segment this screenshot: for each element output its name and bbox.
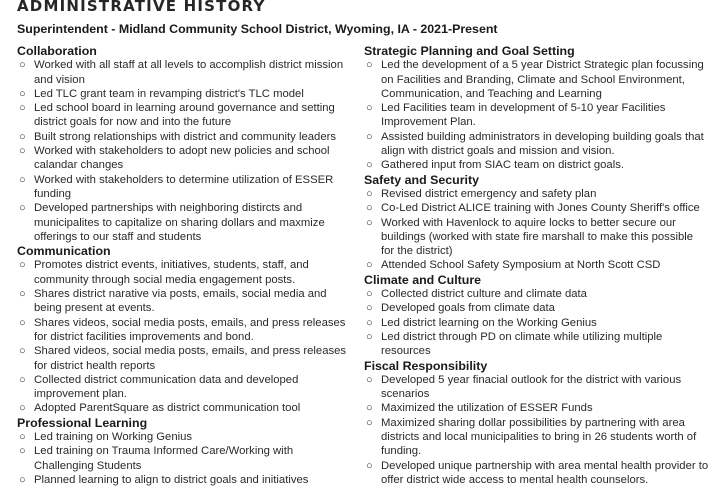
bullet-icon: ○: [19, 59, 26, 72]
list-item: [17, 130, 350, 144]
bullet-icon: ○: [366, 59, 373, 72]
bullet-icon: ○: [366, 102, 373, 115]
section-title: Fiscal Responsibility: [364, 358, 488, 373]
list-item: [364, 58, 709, 101]
bullet-icon: ○: [19, 402, 26, 415]
bullet-icon: ○: [366, 159, 373, 172]
section-strategic-planning-and-goal-setting: [364, 44, 709, 173]
bullet-icon: ○: [19, 130, 26, 143]
list-item: [364, 287, 709, 301]
list-item-text: Developed unique partnership with area mental health provider to offer district wide access to mental health counselors.: [381, 459, 709, 486]
list-item: [364, 130, 709, 159]
list-item-text: Collected district culture and climate data: [381, 288, 587, 301]
list-item: [364, 459, 709, 487]
bullet-icon: ○: [19, 431, 26, 444]
list-item-text: Worked with stakeholders to determine utilization of ESSER funding: [34, 173, 334, 200]
list-item: [17, 344, 350, 373]
list-item-text: Worked with stakeholders to adopt new policies and school calandar changes: [34, 145, 330, 172]
list-item: [364, 258, 709, 272]
section-title: Safety and Security: [364, 172, 480, 187]
list-item-text: Led school board in learning around governance and setting district goals for now and into the future: [34, 102, 335, 129]
bullet-icon: ○: [366, 373, 373, 386]
list-item-text: Maximized the utilization of ESSER Funds: [381, 402, 593, 415]
bullet-icon: ○: [19, 316, 26, 329]
position-title: Superintendent - Midland Community School District, Wyoming, IA - 2021-Present: [17, 22, 498, 36]
list-item: [17, 401, 350, 415]
bullet-list: [17, 258, 350, 415]
bullet-icon: ○: [366, 316, 373, 329]
list-item-text: Led the development of a 5 year District Strategic plan focussing on Facilities and Branding, Climate and School Environment, Communication, and Teaching and Learning: [381, 59, 704, 100]
bullet-icon: ○: [366, 216, 373, 229]
bullet-list: [364, 373, 709, 487]
list-item-text: Assisted building administrators in developing building goals that align with district goals and mission and vision.: [381, 130, 704, 158]
section-collaboration: [17, 44, 350, 244]
list-item: [364, 158, 709, 172]
list-item-text: Gathered input from SIAC team on district goals.: [381, 159, 624, 172]
list-item-text: Shared videos, social media posts, emails, and press releases for district health reports: [34, 345, 347, 372]
bullet-icon: ○: [366, 288, 373, 301]
list-item: [364, 216, 709, 259]
bullet-list: [17, 58, 350, 244]
list-item: [364, 330, 709, 359]
bullet-icon: ○: [19, 445, 26, 458]
section-title: Collaboration: [17, 44, 97, 58]
list-item-text: Shares videos, social media posts, emails, and press releases for district facilities improvements and bond.: [34, 316, 346, 343]
list-item-text: Revised district emergency and safety plan: [381, 187, 597, 200]
right-column: [364, 44, 709, 487]
list-item-text: Built strong relationships with district and community leaders: [34, 130, 337, 143]
list-item-text: Planned learning to align to district goals and initiatives: [34, 473, 309, 486]
list-item: [17, 444, 350, 473]
bullet-icon: ○: [366, 130, 373, 143]
section-heading: ADMINISTRATIVE HISTORY: [17, 0, 266, 15]
list-item: [17, 58, 350, 87]
list-item: [17, 173, 350, 202]
left-column: [17, 44, 350, 487]
bullet-icon: ○: [366, 259, 373, 272]
bullet-icon: ○: [19, 345, 26, 358]
bullet-list: [364, 187, 709, 273]
section-climate-and-culture: [364, 273, 709, 359]
bullet-list: [364, 287, 709, 358]
list-item: [17, 101, 350, 130]
list-item-text: Worked with all staff at all levels to accomplish district mission and vision: [34, 59, 344, 86]
bullet-icon: ○: [366, 330, 373, 343]
list-item-text: Worked with Havenlock to aquire locks to better secure our buildings (worked with state fire marshall to make this possible for the district): [381, 216, 694, 258]
list-item: [17, 144, 350, 173]
list-item-text: Promotes district events, initiatives, students, staff, and community through social media engagement posts.: [34, 259, 309, 286]
list-item-text: Developed goals from climate data: [381, 302, 555, 315]
bullet-icon: ○: [19, 173, 26, 186]
section-title: Strategic Planning and Goal Setting: [364, 44, 575, 58]
bullet-icon: ○: [19, 259, 26, 272]
list-item: [364, 187, 709, 201]
list-item-text: Led district learning on the Working Genius: [381, 316, 597, 329]
list-item: [17, 258, 350, 287]
list-item: [364, 416, 709, 459]
bullet-icon: ○: [366, 416, 373, 429]
list-item: [17, 201, 350, 244]
list-item: [17, 287, 350, 316]
list-item-text: Led TLC grant team in revamping district's TLC model: [34, 87, 304, 100]
list-item-text: Co-Led District ALICE training with Jones County Sheriff's office: [381, 202, 700, 215]
section-title: Professional Learning: [17, 415, 148, 430]
bullet-icon: ○: [19, 373, 26, 386]
list-item: [364, 401, 709, 415]
bullet-icon: ○: [366, 302, 373, 315]
bullet-icon: ○: [19, 87, 26, 100]
bullet-icon: ○: [19, 145, 26, 158]
section-safety-and-security: [364, 173, 709, 273]
section-title: Communication: [17, 244, 111, 259]
list-item: [17, 87, 350, 101]
bullet-icon: ○: [366, 459, 373, 472]
list-item: [364, 316, 709, 330]
bullet-icon: ○: [19, 202, 26, 215]
section-communication: [17, 244, 350, 416]
bullet-icon: ○: [366, 202, 373, 215]
list-item-text: Collected district communication data and developed improvement plan.: [34, 373, 299, 401]
section-fiscal-responsibility: [364, 359, 709, 487]
list-item: [364, 101, 709, 130]
list-item: [17, 430, 350, 444]
list-item: [364, 301, 709, 315]
section-title: Climate and Culture: [364, 272, 482, 287]
list-item-text: Attended School Safety Symposium at North Scott CSD: [381, 259, 661, 272]
list-item: [17, 373, 350, 402]
list-item-text: Adopted ParentSquare as district communication tool: [34, 402, 301, 415]
list-item: [17, 316, 350, 345]
list-item: [364, 373, 709, 402]
list-item: [364, 201, 709, 215]
bullet-icon: ○: [19, 102, 26, 115]
list-item-text: Led training on Trauma Informed Care/Working with Challenging Students: [34, 445, 294, 472]
bullet-icon: ○: [19, 473, 26, 486]
bullet-list: [17, 430, 350, 487]
bullet-icon: ○: [366, 187, 373, 200]
list-item-text: Led district through PD on climate while utilizing multiple resources: [381, 330, 663, 358]
list-item-text: Developed partnerships with neighboring distircts and municipalites to capitalize on sharing dollars and maxmize offerings to our staff and students: [34, 202, 325, 243]
list-item: [17, 473, 350, 487]
list-item-text: Led Facilities team in development of 5-10 year Facilities Improvement Plan.: [381, 102, 666, 129]
bullet-icon: ○: [19, 288, 26, 301]
list-item-text: Developed 5 year finacial outlook for the district with various scenarios: [381, 373, 682, 401]
list-item-text: Led training on Working Genius: [34, 431, 193, 444]
bullet-list: [364, 58, 709, 172]
bullet-icon: ○: [366, 402, 373, 415]
list-item-text: Maximized sharing dollar possibilities by partnering with area districts and local municipalities to bring in 26 students worth of funding.: [381, 416, 697, 458]
section-professional-learning: [17, 416, 350, 487]
list-item-text: Shares district narative via posts, emails, social media and being present at events.: [34, 288, 327, 315]
